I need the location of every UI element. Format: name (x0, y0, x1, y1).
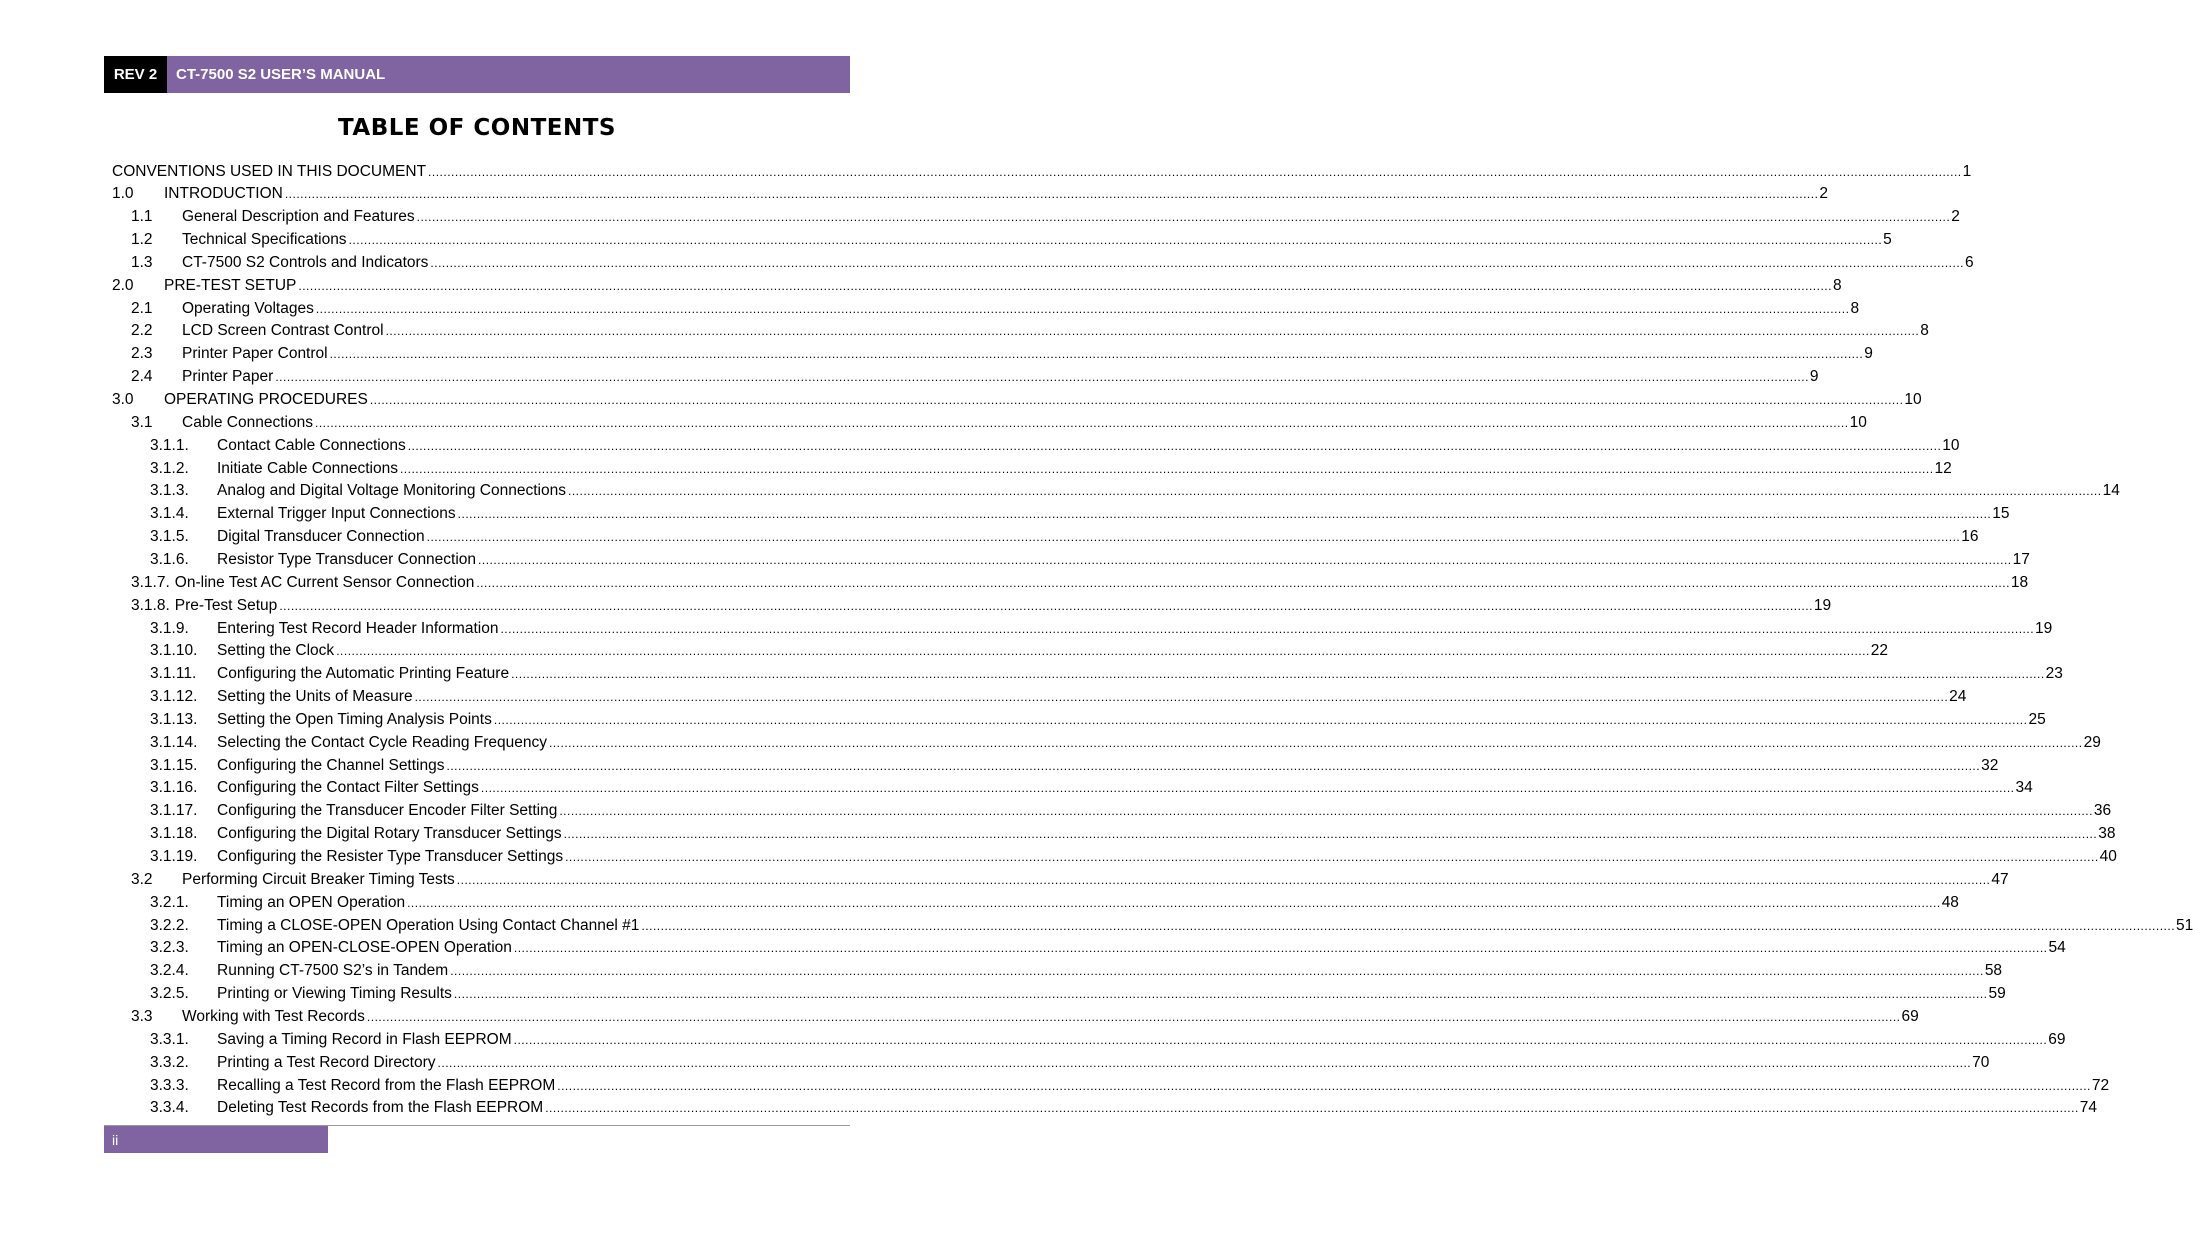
toc-entry-label: Configuring the Automatic Printing Feature (217, 665, 510, 683)
toc-entry[interactable] (112, 206, 1960, 229)
toc-entry-page: 9 (1864, 345, 1873, 363)
toc-entry-label: Setting the Clock (217, 642, 335, 660)
toc-leader-dots: ................................................................................................................................................................................................................................................................................................................................................................................................................ (416, 210, 1951, 225)
toc-entry-number: 3.2.5. (150, 985, 189, 1003)
toc-entry-label: Performing Circuit Breaker Timing Tests (182, 870, 455, 888)
toc-leader-dots: ................................................................................................................................................................................................................................................................................................................................................................................................................ (565, 850, 2099, 864)
toc-entry-page: 8 (1850, 299, 1860, 317)
toc-entry-label: Setting the Open Timing Analysis Points (217, 710, 492, 728)
toc-entry-label: Configuring the Channel Settings (217, 756, 445, 774)
toc-leader-dots: ................................................................................................................................................................................................................................................................................................................................................................................................................ (329, 347, 1864, 362)
toc-entry-label: General Description and Features (182, 208, 415, 226)
toc-entry-label: INTRODUCTION (164, 185, 283, 203)
toc-entry[interactable] (112, 251, 1974, 274)
toc-leader-dots: ................................................................................................................................................................................................................................................................................................................................................................................................................ (348, 233, 1883, 248)
toc-entry[interactable] (112, 457, 1952, 480)
toc-leader-dots: ................................................................................................................................................................................................................................................................................................................................................................................................................ (284, 187, 1819, 202)
toc-entry-page: 54 (2048, 939, 2066, 957)
toc-leader-dots: ................................................................................................................................................................................................................................................................................................................................................................................................................ (478, 552, 2012, 567)
toc-leader-dots: ................................................................................................................................................................................................................................................................................................................................................................................................................ (545, 1101, 2079, 1116)
page-number: ii (112, 1131, 119, 1148)
toc-entry-label: Timing an OPEN-CLOSE-OPEN Operation (217, 939, 512, 957)
toc-leader-dots: ................................................................................................................................................................................................................................................................................................................................................................................................................ (407, 895, 1941, 910)
toc-entry-label: Analog and Digital Voltage Monitoring Connections (217, 482, 566, 500)
toc-entry-label: Deleting Test Records from the Flash EEPROM (217, 1099, 544, 1117)
toc-entry-page: 10 (1849, 413, 1867, 431)
toc-entry-page: 5 (1883, 231, 1892, 249)
toc-entry-label: Printing or Viewing Timing Results (217, 985, 452, 1003)
toc-entry-number: 3.1.3. (150, 482, 189, 500)
toc-entry-number: 3.2.4. (150, 962, 189, 980)
toc-entry-number: 3.1.8. (131, 596, 170, 614)
toc-entry-label: PRE-TEST SETUP (164, 276, 297, 294)
toc-entry[interactable] (112, 411, 1867, 434)
toc-entry-number: 1.1 (131, 208, 153, 226)
toc-entry[interactable] (112, 229, 1892, 252)
toc-entry[interactable] (112, 800, 2112, 823)
toc-leader-dots: ................................................................................................................................................................................................................................................................................................................................................................................................................ (500, 621, 2035, 636)
toc-leader-dots: ................................................................................................................................................................................................................................................................................................................................................................................................................ (557, 1078, 2091, 1093)
toc-entry-page: 70 (1972, 1053, 1990, 1071)
toc-entry[interactable] (112, 297, 1860, 320)
toc-entry-page: 8 (1832, 276, 1842, 294)
toc-entry-page: 24 (1949, 688, 1967, 706)
toc-entry[interactable] (112, 891, 1959, 914)
toc-leader-dots: ................................................................................................................................................................................................................................................................................................................................................................................................................ (450, 964, 1984, 979)
toc-leader-dots: ................................................................................................................................................................................................................................................................................................................................................................................................................ (480, 781, 2015, 796)
toc-entry-number: 3.1.5. (150, 528, 189, 546)
toc-leader-dots: ................................................................................................................................................................................................................................................................................................................................................................................................................ (493, 712, 2028, 727)
toc-entry-label: Pre-Test Setup (174, 596, 278, 614)
toc-entry-page: 25 (2028, 710, 2046, 728)
toc-entry-label: Configuring the Digital Rotary Transducer Settings (217, 825, 562, 843)
toc-entry-page: 14 (2102, 482, 2120, 500)
toc-entry-page: 9 (1809, 368, 1819, 386)
toc-entry[interactable] (112, 160, 1972, 183)
toc-leader-dots: ................................................................................................................................................................................................................................................................................................................................................................................................................ (549, 735, 2083, 750)
toc-leader-dots: ................................................................................................................................................................................................................................................................................................................................................................................................................ (456, 872, 1991, 887)
toc-leader-dots: ................................................................................................................................................................................................................................................................................................................................................................................................................ (559, 804, 2093, 819)
toc-entry-label: Configuring the Contact Filter Settings (217, 779, 479, 797)
toc-leader-dots: ................................................................................................................................................................................................................................................................................................................................................................................................................ (314, 415, 1849, 430)
toc-entry[interactable] (112, 503, 2010, 526)
toc-entry-number: 3.1.17. (150, 802, 198, 820)
toc-entry-page: 19 (1813, 596, 1832, 614)
toc-entry-page: 1 (1962, 162, 1972, 180)
toc-entry-number: 2.2 (131, 322, 153, 340)
toc-entry-label: Running CT-7500 S2’s in Tandem (217, 962, 449, 980)
toc-entry[interactable] (112, 343, 1873, 366)
toc-entry[interactable] (112, 183, 1829, 206)
toc-leader-dots: ................................................................................................................................................................................................................................................................................................................................................................................................................ (511, 667, 2045, 682)
toc-entry[interactable] (112, 708, 2046, 731)
toc-entry[interactable] (112, 754, 1999, 777)
toc-entry-label: Entering Test Record Header Information (217, 619, 499, 637)
toc-entry-number: 2.1 (131, 299, 153, 317)
toc-entry-number: 3.1.1. (150, 436, 189, 454)
toc-entry-number: 3.3 (131, 1007, 153, 1025)
toc-entry[interactable] (112, 480, 2120, 503)
toc-leader-dots: ................................................................................................................................................................................................................................................................................................................................................................................................................ (385, 324, 1920, 339)
toc-entry-label: Printer Paper (182, 368, 274, 386)
toc-entry-number: 3.1.9. (150, 619, 189, 637)
toc-entry[interactable] (112, 389, 1922, 412)
toc-entry-page: 2 (1951, 208, 1960, 226)
revision-label: REV 2 (104, 56, 167, 93)
page-title: TABLE OF CONTENTS (338, 115, 616, 141)
toc-entry-number: 3.3.1. (150, 1030, 189, 1048)
toc-entry[interactable] (112, 937, 2066, 960)
toc-entry[interactable] (112, 594, 1832, 617)
toc-entry-page: 6 (1965, 253, 1974, 271)
toc-entry-page: 8 (1920, 322, 1929, 340)
toc-entry[interactable] (112, 617, 2053, 640)
toc-entry-page: 51 (2176, 916, 2193, 934)
toc-entry-label: Cable Connections (182, 413, 313, 431)
toc-entry-label: Technical Specifications (182, 231, 347, 249)
toc-entry-label: Configuring the Resister Type Transducer Settings (217, 848, 564, 865)
toc-entry-page: 48 (1941, 893, 1959, 911)
toc-entry-number: 3.0 (112, 391, 134, 408)
toc-entry-page: 19 (2035, 619, 2053, 637)
toc-entry-label: Working with Test Records (182, 1007, 365, 1025)
toc-leader-dots: ................................................................................................................................................................................................................................................................................................................................................................................................................ (567, 484, 2102, 499)
toc-entry-number: 3.1.18. (150, 825, 198, 843)
toc-entry-number: 3.1.7. (131, 573, 170, 591)
toc-entry[interactable] (112, 983, 2006, 1006)
toc-entry-number: 3.1.13. (150, 710, 198, 728)
toc-entry[interactable] (112, 686, 1967, 709)
toc-entry-number: 3.1.11. (150, 665, 197, 683)
toc-entry-page: 2 (1819, 185, 1829, 203)
toc-entry-number: 1.0 (112, 185, 134, 203)
toc-entry-label: CONVENTIONS USED IN THIS DOCUMENT (112, 162, 427, 180)
toc-entry[interactable] (112, 1005, 1919, 1028)
toc-entry-number: 3.2.2. (150, 916, 189, 934)
toc-entry-number: 1.2 (131, 231, 153, 249)
toc-entry-page: 69 (2048, 1030, 2066, 1048)
toc-leader-dots: ................................................................................................................................................................................................................................................................................................................................................................................................................ (298, 278, 1832, 293)
toc-entry[interactable] (112, 366, 1819, 389)
toc-entry-number: 3.1.6. (150, 550, 189, 568)
toc-entry-label: Recalling a Test Record from the Flash EEPROM (217, 1076, 556, 1094)
toc-entry-number: 3.1.12. (150, 688, 198, 706)
toc-entry-page: 10 (1942, 436, 1960, 454)
toc-entry-page: 40 (2099, 848, 2117, 865)
toc-entry-number: 2.0 (112, 276, 134, 294)
toc-entry-number: 3.2 (131, 870, 153, 888)
toc-entry-page: 74 (2079, 1099, 2098, 1117)
toc-entry-label: On-line Test AC Current Sensor Connection (174, 573, 475, 591)
toc-entry[interactable] (112, 777, 2033, 800)
toc-leader-dots: ................................................................................................................................................................................................................................................................................................................................................................................................................ (513, 1032, 2048, 1047)
toc-entry[interactable] (112, 1074, 2110, 1097)
toc-entry[interactable] (112, 1028, 2066, 1051)
toc-entry-label: Contact Cable Connections (217, 436, 406, 454)
toc-leader-dots: ................................................................................................................................................................................................................................................................................................................................................................................................................ (369, 393, 1904, 407)
toc-entry-label: Setting the Units of Measure (217, 688, 413, 706)
toc-leader-dots: ................................................................................................................................................................................................................................................................................................................................................................................................................ (430, 255, 1965, 270)
toc-entry-label: External Trigger Input Connections (217, 505, 456, 523)
toc-entry-number: 3.1.4. (150, 505, 189, 523)
toc-entry-number: 3.2.1. (150, 893, 189, 911)
toc-leader-dots: ................................................................................................................................................................................................................................................................................................................................................................................................................ (446, 758, 1981, 773)
toc-entry[interactable] (112, 868, 2009, 891)
toc-entry-page: 18 (2010, 573, 2029, 591)
toc-entry[interactable] (112, 823, 2116, 846)
toc-leader-dots: ................................................................................................................................................................................................................................................................................................................................................................................................................ (426, 530, 1961, 545)
toc-entry-page: 59 (1988, 985, 2006, 1003)
toc-entry-page: 22 (1870, 642, 1889, 660)
toc-entry[interactable] (112, 274, 1842, 297)
toc-leader-dots: ................................................................................................................................................................................................................................................................................................................................................................................................................ (407, 438, 1942, 453)
toc-entry[interactable] (112, 914, 2193, 937)
toc-entry-number: 3.1 (131, 413, 153, 431)
manual-title: CT-7500 S2 USER’S MANUAL (167, 56, 850, 93)
toc-leader-dots: ................................................................................................................................................................................................................................................................................................................................................................................................................ (513, 941, 2048, 956)
toc-entry-label: Initiate Cable Connections (217, 459, 398, 477)
toc-entry-number: 3.1.19. (150, 848, 198, 865)
page-header (104, 56, 850, 93)
toc-entry-label: Printer Paper Control (182, 345, 328, 363)
toc-entry[interactable] (112, 434, 1960, 457)
toc-entry-page: 69 (1901, 1007, 1919, 1025)
toc-leader-dots: ................................................................................................................................................................................................................................................................................................................................................................................................................ (315, 301, 1850, 316)
toc-entry-label: Timing an OPEN Operation (217, 893, 406, 911)
toc-entry-number: 2.3 (131, 345, 153, 363)
page-footer (104, 1126, 328, 1153)
toc-entry[interactable] (112, 571, 2029, 594)
toc-entry[interactable] (112, 1051, 1990, 1074)
toc-entry-page: 29 (2083, 733, 2101, 751)
toc-entry-page: 32 (1981, 756, 1999, 774)
toc-entry[interactable] (112, 960, 2003, 983)
toc-entry[interactable] (112, 526, 1979, 549)
toc-entry-page: 12 (1934, 459, 1952, 477)
toc-entry-number: 3.1.10. (150, 642, 198, 660)
toc-entry-number: 3.1.14. (150, 733, 198, 751)
toc-entry-label: Operating Voltages (182, 299, 314, 317)
toc-leader-dots: ................................................................................................................................................................................................................................................................................................................................................................................................................ (476, 575, 2010, 590)
toc-entry-label: LCD Screen Contrast Control (182, 322, 384, 340)
toc-leader-dots: ................................................................................................................................................................................................................................................................................................................................................................................................................ (366, 1009, 1901, 1024)
toc-leader-dots: ................................................................................................................................................................................................................................................................................................................................................................................................................ (428, 164, 1962, 179)
toc-entry-page: 15 (1992, 505, 2010, 523)
toc-entry[interactable] (112, 663, 2063, 686)
toc-entry-label: Resistor Type Transducer Connection (217, 550, 477, 568)
toc-leader-dots: ................................................................................................................................................................................................................................................................................................................................................................................................................ (563, 827, 2098, 842)
toc-entry-number: 3.1.16. (150, 779, 198, 797)
toc-leader-dots: ................................................................................................................................................................................................................................................................................................................................................................................................................ (279, 598, 1813, 613)
toc-leader-dots: ................................................................................................................................................................................................................................................................................................................................................................................................................ (641, 918, 2176, 933)
toc-entry-page: 38 (2098, 825, 2116, 843)
toc-entry-page: 34 (2015, 779, 2033, 797)
toc-entry-label: OPERATING PROCEDURES (164, 391, 368, 408)
toc-entry-number: 3.1.15. (150, 756, 198, 774)
toc-leader-dots: ................................................................................................................................................................................................................................................................................................................................................................................................................ (275, 370, 1809, 385)
toc-leader-dots: ................................................................................................................................................................................................................................................................................................................................................................................................................ (437, 1055, 1972, 1070)
toc-entry[interactable] (112, 320, 1929, 343)
toc-entry-label: Saving a Timing Record in Flash EEPROM (217, 1030, 512, 1048)
toc-entry-number: 3.3.4. (150, 1099, 189, 1117)
toc-entry-page: 72 (2091, 1076, 2110, 1094)
toc-entry-page: 10 (1904, 391, 1922, 408)
toc-entry-page: 36 (2093, 802, 2112, 820)
toc-entry-number: 3.1.2. (150, 459, 189, 477)
toc-leader-dots: ................................................................................................................................................................................................................................................................................................................................................................................................................ (414, 690, 1949, 705)
toc-entry[interactable] (112, 548, 2030, 571)
toc-entry[interactable] (112, 640, 1889, 663)
toc-entry[interactable] (112, 1097, 2098, 1120)
toc-entry-number: 3.3.2. (150, 1053, 189, 1071)
toc-entry-label: Printing a Test Record Directory (217, 1053, 436, 1071)
toc-entry-label: Selecting the Contact Cycle Reading Frequency (217, 733, 547, 751)
toc-entry-number: 2.4 (131, 368, 153, 386)
toc-entry-number: 3.2.3. (150, 939, 189, 957)
toc-leader-dots: ................................................................................................................................................................................................................................................................................................................................................................................................................ (336, 644, 1870, 659)
toc-entry-label: Configuring the Transducer Encoder Filter Setting (217, 802, 558, 820)
toc-entry-number: 3.3.3. (150, 1076, 189, 1094)
toc-entry-page: 47 (1991, 870, 2009, 888)
toc-entry-page: 17 (2012, 550, 2030, 568)
toc-entry-page: 16 (1961, 528, 1979, 546)
toc-entry[interactable] (112, 731, 2101, 754)
toc-entry-label: Digital Transducer Connection (217, 528, 425, 546)
toc-entry-label: CT-7500 S2 Controls and Indicators (182, 253, 429, 271)
toc-leader-dots: ................................................................................................................................................................................................................................................................................................................................................................................................................ (399, 461, 1934, 476)
toc-entry-number: 1.3 (131, 253, 153, 271)
toc-entry-label: Timing a CLOSE-OPEN Operation Using Contact Channel #1 (217, 916, 640, 934)
toc-entry-page: 58 (1984, 962, 2003, 980)
toc-entry[interactable] (112, 846, 2117, 869)
toc-entry-page: 23 (2045, 665, 2063, 683)
toc-leader-dots: ................................................................................................................................................................................................................................................................................................................................................................................................................ (453, 987, 1988, 1002)
toc-leader-dots: ................................................................................................................................................................................................................................................................................................................................................................................................................ (457, 507, 1992, 522)
